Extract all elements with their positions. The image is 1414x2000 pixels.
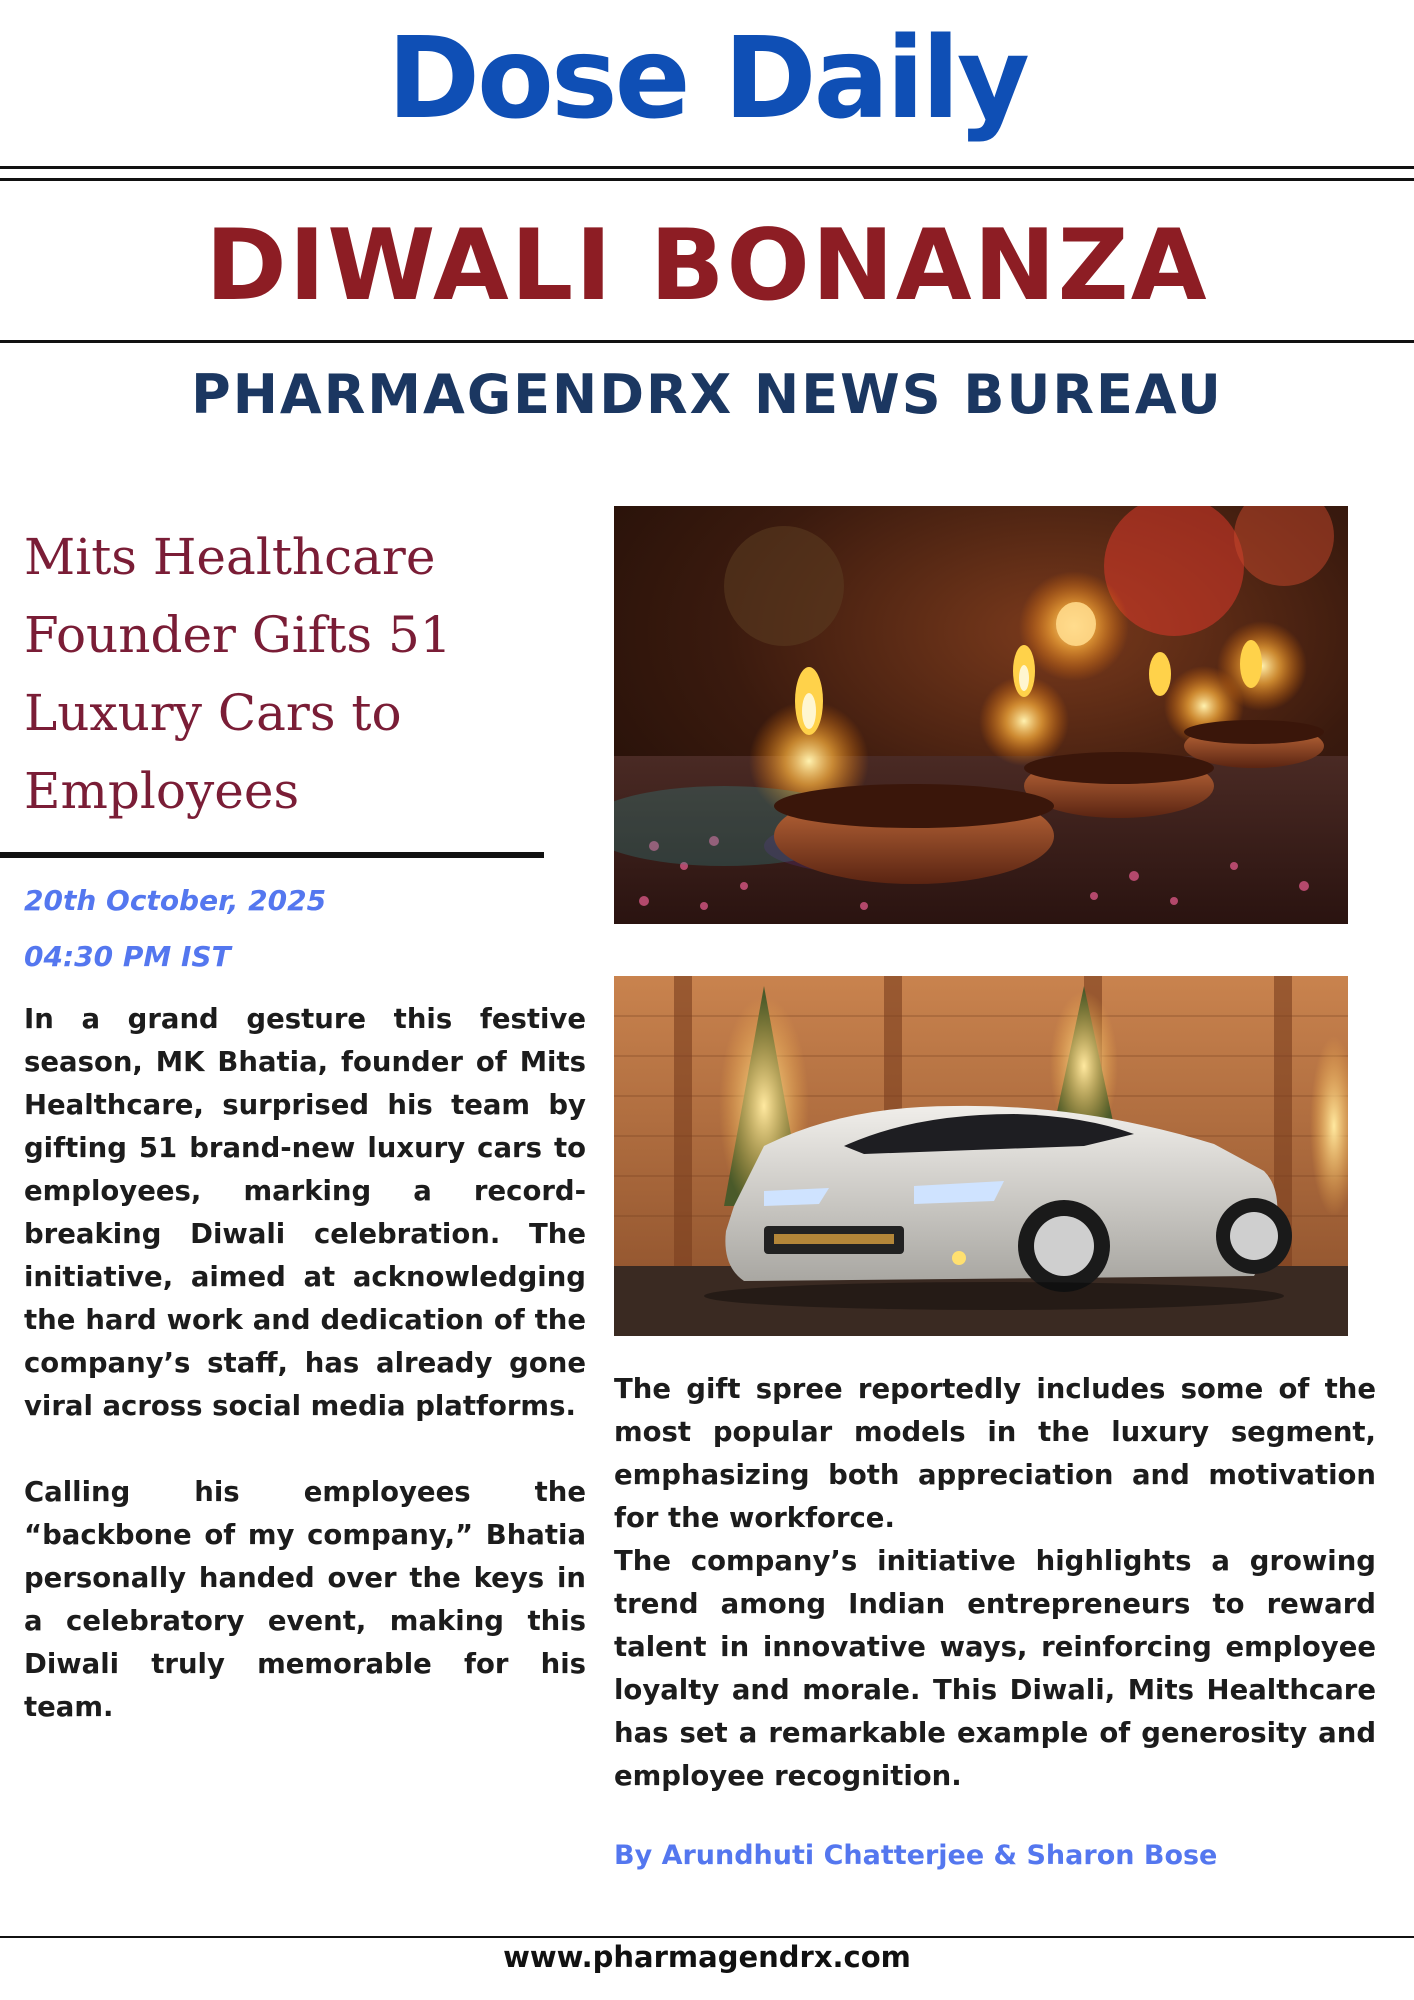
luxury-car-photo bbox=[614, 976, 1348, 1336]
diya-lamps-photo bbox=[614, 506, 1348, 924]
footer-divider bbox=[0, 1936, 1414, 1938]
story-date: 20th October, 2025 bbox=[24, 884, 327, 917]
left-paragraph-1: In a grand gesture this festive season, MK Bhatia, founder of Mits Healthcare, surprised his team by gifting 51 brand-new luxury cars to employees, marking a record-breaking Diwali celebration. The initiative, aimed at acknowledging the hard work and dedication of the company’s staff, has already gone viral across social media platforms. bbox=[24, 1003, 586, 1422]
left-column bbox=[24, 998, 586, 1729]
headline-divider bbox=[0, 340, 1414, 343]
footer-url[interactable]: www.pharmagendrx.com bbox=[503, 1940, 911, 1974]
bureau-title: PHARMAGENDRX NEWS BUREAU bbox=[191, 363, 1223, 426]
right-paragraph-2: The company’s initiative highlights a growing trend among Indian entrepreneurs to reward talent in innovative ways, reinforcing employee loyalty and morale. This Diwali, Mits Healthcare has set a remarkable example of generosity and employee recognition. bbox=[614, 1545, 1376, 1792]
top-divider-2 bbox=[0, 178, 1414, 181]
story-time: 04:30 PM IST bbox=[24, 940, 231, 973]
story-title-divider bbox=[0, 852, 544, 858]
right-column bbox=[614, 1368, 1376, 1798]
top-divider-1 bbox=[0, 166, 1414, 169]
masthead-title: Dose Daily bbox=[387, 14, 1027, 144]
byline: By Arundhuti Chatterjee & Sharon Bose bbox=[614, 1840, 1218, 1871]
left-paragraph-2: Calling his employees the “backbone of my company,” Bhatia personally handed over the keys in a celebratory event, making this Diwali truly memorable for his team. bbox=[24, 1476, 586, 1723]
right-paragraph-1: The gift spree reportedly includes some of the most popular models in the luxury segment, emphasizing both appreciation and motivation for the workforce. bbox=[614, 1373, 1376, 1534]
headline: DIWALI BONANZA bbox=[205, 209, 1209, 323]
story-title: Mits Healthcare Founder Gifts 51 Luxury Cars to Employees bbox=[24, 528, 452, 820]
